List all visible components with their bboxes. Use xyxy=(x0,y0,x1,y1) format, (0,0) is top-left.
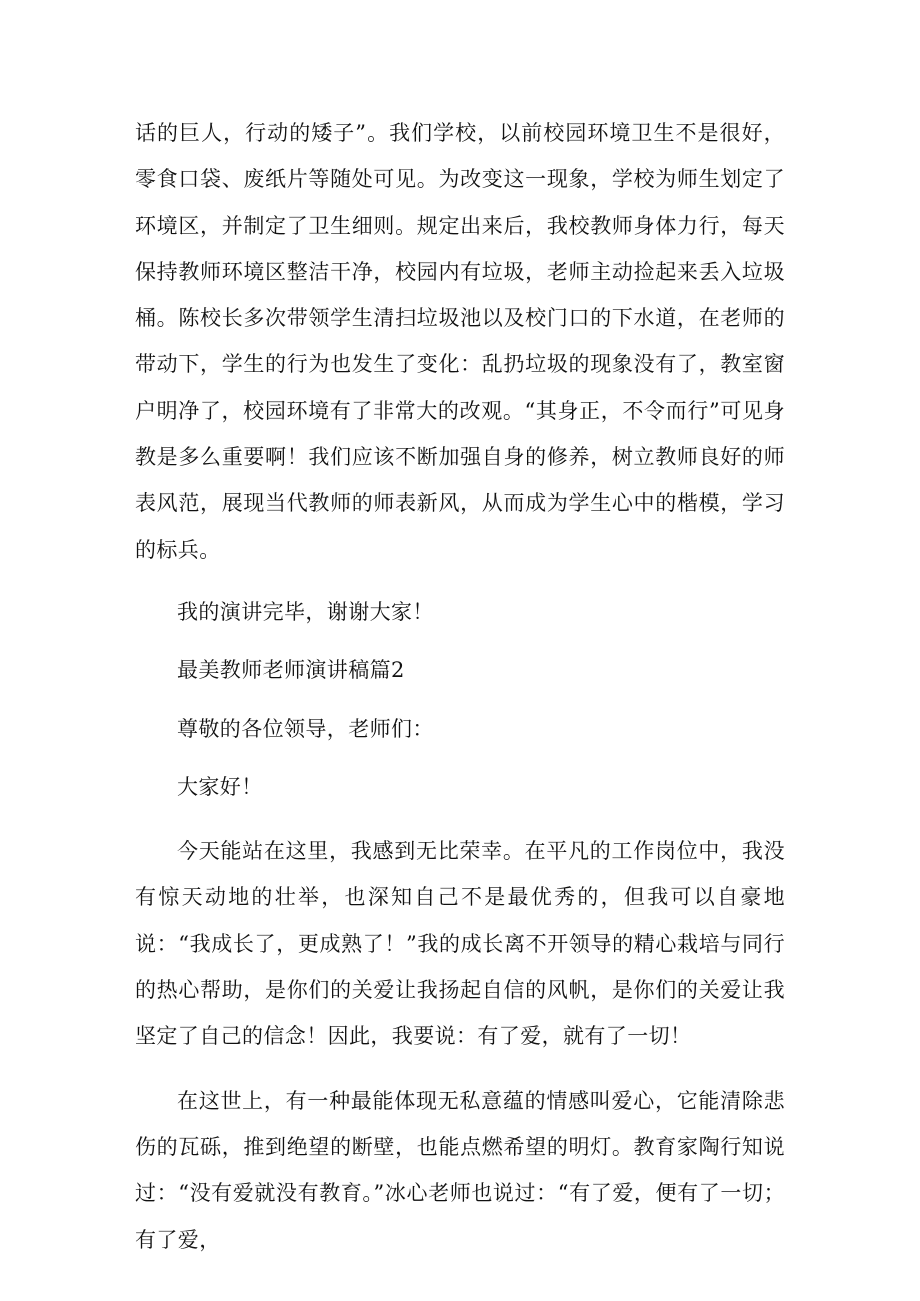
document-body xyxy=(135,110,785,1263)
paragraph-closing: 我的演讲完毕，谢谢大家！ xyxy=(177,599,434,624)
section-title: 最美教师老师演讲稿篇2 xyxy=(177,658,405,683)
paragraph-salutation: 尊敬的各位领导，老师们： xyxy=(177,716,434,741)
paragraph-intro: 今天能站在这里，我感到无比荣幸。在平凡的工作岗位中，我没有惊天动地的壮举，也深知自己不是最优秀的，但我可以自豪地说：“我成长了，更成熟了！”我的成长离不开领导的精心栽培与同行的热心帮助，是你们的关爱让我扬起自信的风帆，是你们的关爱让我坚定了自己的信念！因此，我要说：有了爱，就有了一切！ xyxy=(135,839,785,1049)
paragraph-continued: 话的巨人，行动的矮子”。我们学校，以前校园环境卫生不是很好，零食口袋、废纸片等随处可见。为改变这一现象，学校为师生划定了环境区，并制定了卫生细则。规定出来后，我校教师身体力行，每天保持教师环境区整洁干净，校园内有垃圾，老师主动捡起来丢入垃圾桶。陈校长多次带领学生清扫垃圾池以及校门口的下水道，在老师的带动下，学生的行为也发生了变化：乱扔垃圾的现象没有了，教室窗户明净了，校园环境有了非常大的改观。“其身正，不令而行”可见身教是多么重要啊！我们应该不断加强自身的修养，树立教师良好的师表风范，展现当代教师的师表新风，从而成为学生心中的楷模，学习的标兵。 xyxy=(135,121,785,562)
paragraph-greeting: 大家好！ xyxy=(177,774,263,799)
paragraph-love: 在这世上，有一种最能体现无私意蕴的情感叫爱心，它能清除悲伤的瓦砾，推到绝望的断壁，也能点燃希望的明灯。教育家陶行知说过：“没有爱就没有教育。”冰心老师也说过：“有了爱，便有了一切；有了爱， xyxy=(135,1088,785,1252)
